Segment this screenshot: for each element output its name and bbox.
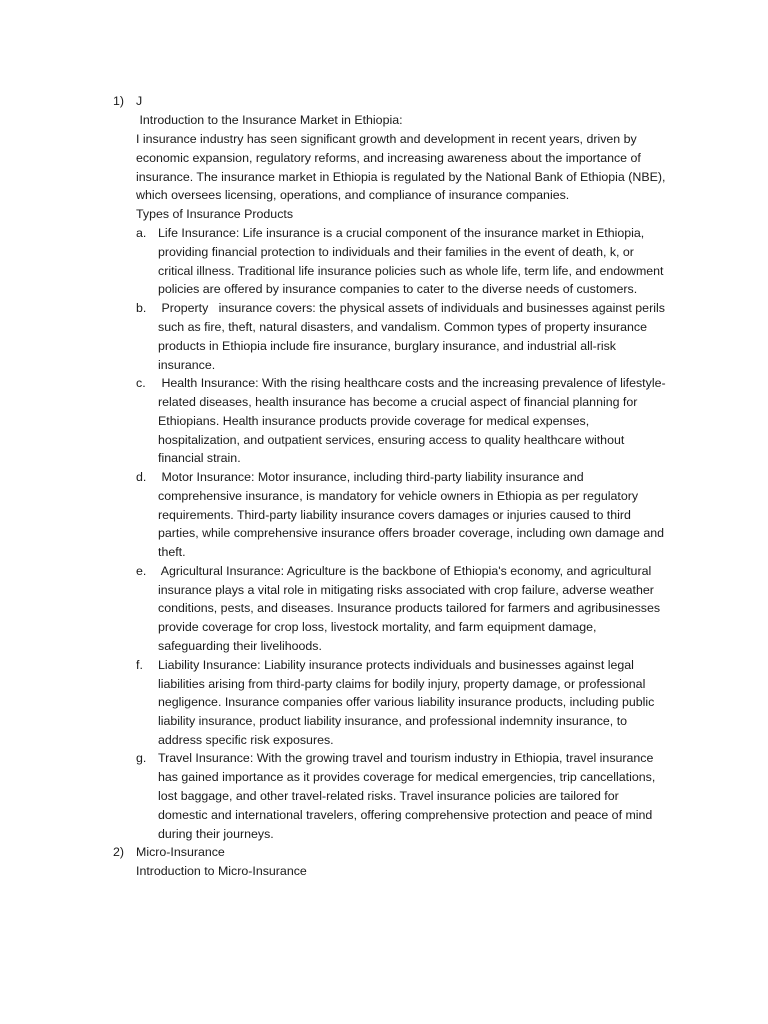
section-heading: Micro-Insurance <box>136 845 225 859</box>
list-item-line: policies are offered by insurance companies to cater to the diverse needs of customers. <box>158 282 638 296</box>
list-item-line: critical illness. Traditional life insurance policies such as whole life, term life, and endowment <box>158 264 664 278</box>
list-item-line: insurance plays a vital role in mitigating risks associated with crop failure, adverse weather <box>158 583 654 597</box>
list-item-line: liabilities arising from third-party claims for bodily injury, property damage, or professional <box>158 677 646 691</box>
section-number: 2) <box>113 845 125 859</box>
list-item-line: conditions, pests, and diseases. Insurance products tailored for farmers and agribusinesses <box>158 601 661 615</box>
section-intro-title: Introduction to Micro-Insurance <box>136 864 307 878</box>
list-item-line: Life Insurance: Life insurance is a crucial component of the insurance market in Ethiopia, <box>158 226 645 240</box>
list-item-letter: b. <box>136 301 147 315</box>
list-item-letter: a. <box>136 226 147 240</box>
list-item-line: negligence. Insurance companies offer various liability insurance products, including public <box>158 695 655 709</box>
list-item-line: comprehensive insurance, is mandatory for vehicle owners in Ethiopia as per regulatory <box>158 489 639 503</box>
intro-paragraph-line: I insurance industry has seen significant growth and development in recent years, driven by <box>136 132 637 146</box>
list-item-letter: e. <box>136 564 147 578</box>
list-item-line: insurance. <box>158 358 216 372</box>
list-item-line: address specific risk exposures. <box>158 733 334 747</box>
intro-paragraph-line: insurance. The insurance market in Ethiopia is regulated by the National Bank of Ethiopia (NBE), <box>136 170 666 184</box>
list-item-letter: g. <box>136 751 147 765</box>
list-item-line: Health Insurance: With the rising healthcare costs and the increasing prevalence of lifestyle- <box>158 376 666 390</box>
list-item-line: such as fire, theft, natural disasters, and vandalism. Common types of property insurance <box>158 320 647 334</box>
list-item-line: lost baggage, and other travel-related risks. Travel insurance policies are tailored for <box>158 789 619 803</box>
list-item-line: Liability Insurance: Liability insurance protects individuals and businesses against legal <box>158 658 634 672</box>
list-item-line: financial strain. <box>158 451 241 465</box>
intro-paragraph-line: which oversees licensing, operations, and compliance of insurance companies. <box>136 188 570 202</box>
list-item-line: Agricultural Insurance: Agriculture is the backbone of Ethiopia's economy, and agricultural <box>158 564 652 578</box>
list-item-line: providing financial protection to individuals and their families in the event of death, k, or <box>158 245 634 259</box>
section-number: 1) <box>113 94 125 108</box>
section-heading: J <box>136 94 143 108</box>
list-item-line: has gained importance as it provides coverage for medical emergencies, trip cancellations, <box>158 770 656 784</box>
list-item-line: Travel Insurance: With the growing travel and tourism industry in Ethiopia, travel insurance <box>158 751 654 765</box>
list-item-line: safeguarding their livelihoods. <box>158 639 322 653</box>
list-item-line: theft. <box>158 545 186 559</box>
list-item-line: parties, while comprehensive insurance offers broader coverage, including own damage and <box>158 526 665 540</box>
list-item-line: Motor Insurance: Motor insurance, including third-party liability insurance and <box>158 470 584 484</box>
list-item-line: hospitalization, and outpatient services, ensuring access to quality healthcare without <box>158 433 625 447</box>
list-item-line: products in Ethiopia include fire insurance, burglary insurance, and industrial all-risk <box>158 339 616 353</box>
list-item-line: related diseases, health insurance has become a crucial aspect of financial planning for <box>158 395 638 409</box>
list-item-line: during their journeys. <box>158 827 274 841</box>
list-item-line: provide coverage for crop loss, livestock mortality, and farm equipment damage, <box>158 620 597 634</box>
list-item-letter: d. <box>136 470 147 484</box>
section-intro-title: Introduction to the Insurance Market in Ethiopia: <box>136 113 403 127</box>
list-item-line: requirements. Third-party liability insurance covers damages or injuries caused to third <box>158 508 631 522</box>
list-item-line: Ethiopians. Health insurance products provide coverage for medical expenses, <box>158 414 590 428</box>
intro-paragraph-line: economic expansion, regulatory reforms, and increasing awareness about the importance of <box>136 151 641 165</box>
list-item-letter: c. <box>136 376 146 390</box>
list-item-line: liability insurance, product liability insurance, and professional indemnity insurance, to <box>158 714 628 728</box>
list-item-line: Property insurance covers: the physical assets of individuals and businesses against perils <box>158 301 665 315</box>
list-item-letter: f. <box>136 658 143 672</box>
list-item-line: domestic and international travelers, offering comprehensive protection and peace of mind <box>158 808 653 822</box>
subheading: Types of Insurance Products <box>136 207 294 221</box>
